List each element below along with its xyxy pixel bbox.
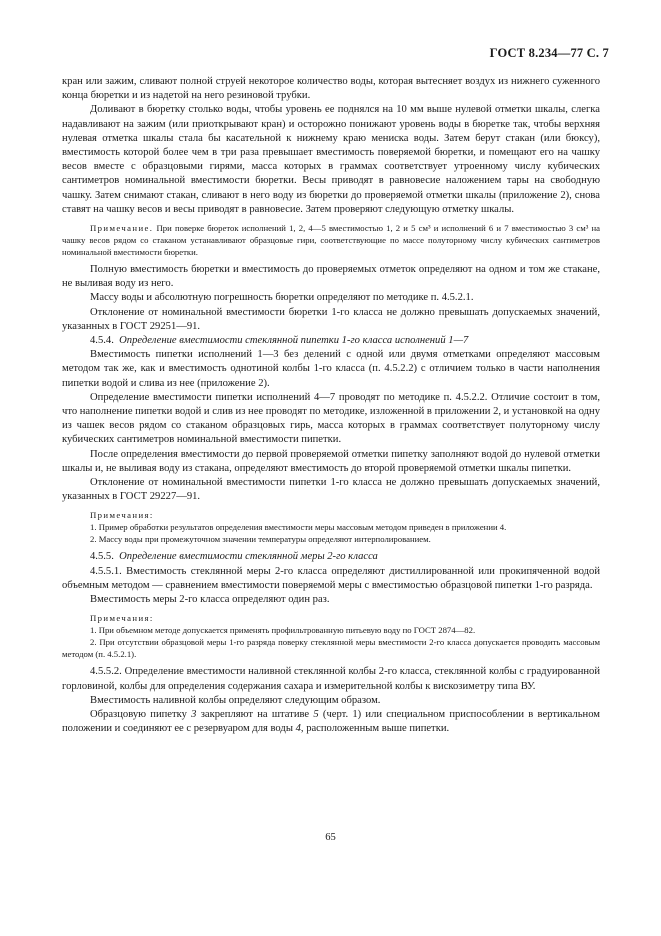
section-title: Определение вместимости стеклянной меры 2-го класса [119, 551, 378, 563]
note-item: 1. Пример обработки результатов определения вместимости меры массовым методом приведен в приложении 4. [90, 522, 507, 533]
paragraph: Вместимость меры 2-го класса определяют один раз. [90, 594, 330, 606]
text-run: закрепляют на штативе [196, 708, 314, 720]
document-body [62, 75, 600, 736]
note-item: 2. Массу воды при промежуточном значении температуры определяют интерполированием. [90, 534, 431, 545]
notes-heading: Примечания: [90, 613, 154, 624]
note-item: 1. При объемном методе допускается применять профильтрованную питьевую воду по ГОСТ 2874—82. [90, 625, 476, 636]
note-item: 2. При отсутствии образцовой меры 1-го разряда поверку стеклянной меры вместимости 2-го класса допускается проводить массовым методом (п. 4.5.2.1). [62, 637, 600, 660]
section-number: 4.5.5. [90, 551, 114, 563]
section-heading [62, 334, 600, 348]
paragraph: Отклонение от номинальной вместимости пипетки 1-го класса не должно превышать допускаемых значений, указанных в ГОСТ 29227—91. [62, 477, 600, 503]
paragraph: Определение вместимости пипетки исполнений 4—7 проводят по методике п. 4.5.2.2. Отличие состоит в том, что наполнение пипетки водой и слив из нее проводят по методике, изложенной в приложении 2, и установкой на одну из чашек весов рядом со стаканом образцовых гирь, масса которых в граммах соответствует полуторному числу кубических сантиметров номинальной вместимости пипетки. [62, 391, 600, 446]
paragraph: Полную вместимость бюретки и вместимость до проверяемых отметок определяют на одном и том же стакане, не выливая воду из него. [62, 264, 600, 290]
paragraph: После определения вместимости до первой проверяемой отметки пипетку заполняют водой до нулевой отметки шкалы и, не выливая воду из стакана, определяют вместимость до второй проверяемой отметки шкалы пипетки. [62, 448, 600, 474]
ref-number: 5 [313, 708, 319, 720]
paragraph: 4.5.5.1. Вместимость стеклянной меры 2-го класса определяют дистиллированной или прокипяченной водой объемным методом — сравнением вместимости поверяемой меры с вместимостью образцовой пипетки 1-го разряда. [62, 565, 600, 591]
notes-heading: Примечания: [90, 510, 154, 521]
page-header: ГОСТ 8.234—77 С. 7 [489, 46, 609, 60]
ref-number: 4 [295, 723, 301, 735]
text-run: Образцовую пипетку [90, 708, 192, 720]
text-run: , расположенным выше пипетки. [300, 723, 450, 735]
page-number: 65 [325, 832, 336, 843]
note [62, 222, 600, 258]
paragraph: Вместимость наливной колбы определяют следующим образом. [90, 694, 381, 706]
note-label: Примечание. [90, 223, 154, 234]
paragraph: 4.5.5.2. Определение вместимости наливной стеклянной колбы 2-го класса, стеклянной колбы с градуированной горловиной, колбы для определения содержания сахара и измерительной колбы к вискозиметру типа ВУ. [62, 666, 600, 692]
ref-number: 3 [191, 708, 197, 720]
paragraph: Доливают в бюретку столько воды, чтобы уровень ее поднялся на 10 мм выше нулевой отметки шкалы, слегка надавливают на зажим (или приоткрывают кран) и осторожно понижают уровень воды в бюретке так, чтобы верхняя нулевая отметка шкалы стала бы касательной к нижнему краю мениска воды. Затем берут стакан (или бюксу), вместимость которой более чем в три раза превышает вместимость поверяемой бюретки, и помещают его на чашку весов вместе с образцовыми гирями, масса которых в граммах соответствует утроенному числу кубических сантиметров номинальной вместимости бюретки. Весы приводят в равновесие наложением тары на свободную чашку. Затем снимают стакан, сливают в него воду из бюретки до проверяемой отметки шкалы (приложение 2), снова ставят на чашку весов и весы приводят в равновесие. Затем проверяют следующую отметку шкалы. [62, 104, 600, 215]
paragraph: кран или зажим, сливают полной струей некоторое количество воды, которая вытесняет воздух из нижнего суженного конца бюретки и из надетой на него резиновой трубки. [62, 76, 600, 102]
paragraph: Отклонение от номинальной вместимости бюретки 1-го класса не должно превышать допускаемых значений, указанных в ГОСТ 29251—91. [62, 306, 600, 332]
paragraph [62, 708, 600, 736]
text-run: (черт. 1) или специальном приспособлении в вертикальном положении и соединяют ее с резервуаром для воды [62, 708, 600, 735]
paragraph: Вместимость пипетки исполнений 1—3 без делений с одной или двумя отметками определяют массовым методом так же, как и вместимость однотиной колбы 1-го класса (п. 4.5.2.2) с отличием только в части наполнения пипетки водой и слива из нее (приложение 2). [62, 349, 600, 389]
section-number: 4.5.4. [90, 335, 114, 347]
paragraph: Массу воды и абсолютную погрешность бюретки определяют по методике п. 4.5.2.1. [90, 292, 474, 304]
note-text: При поверке бюреток исполнений 1, 2, 4—5 вместимостью 1, 2 и 5 см³ и исполнений 6 и 7 вместимостью 3 см³ на чашку весов рядом со стаканом устанавливают образцовые гири, соответствующие по массе полуторному числу кубических сантиметров номинальной вместимости бюретки. [62, 223, 601, 258]
section-title: Определение вместимости стеклянной пипетки 1-го класса исполнений 1—7 [119, 335, 469, 347]
section-heading [62, 550, 600, 564]
